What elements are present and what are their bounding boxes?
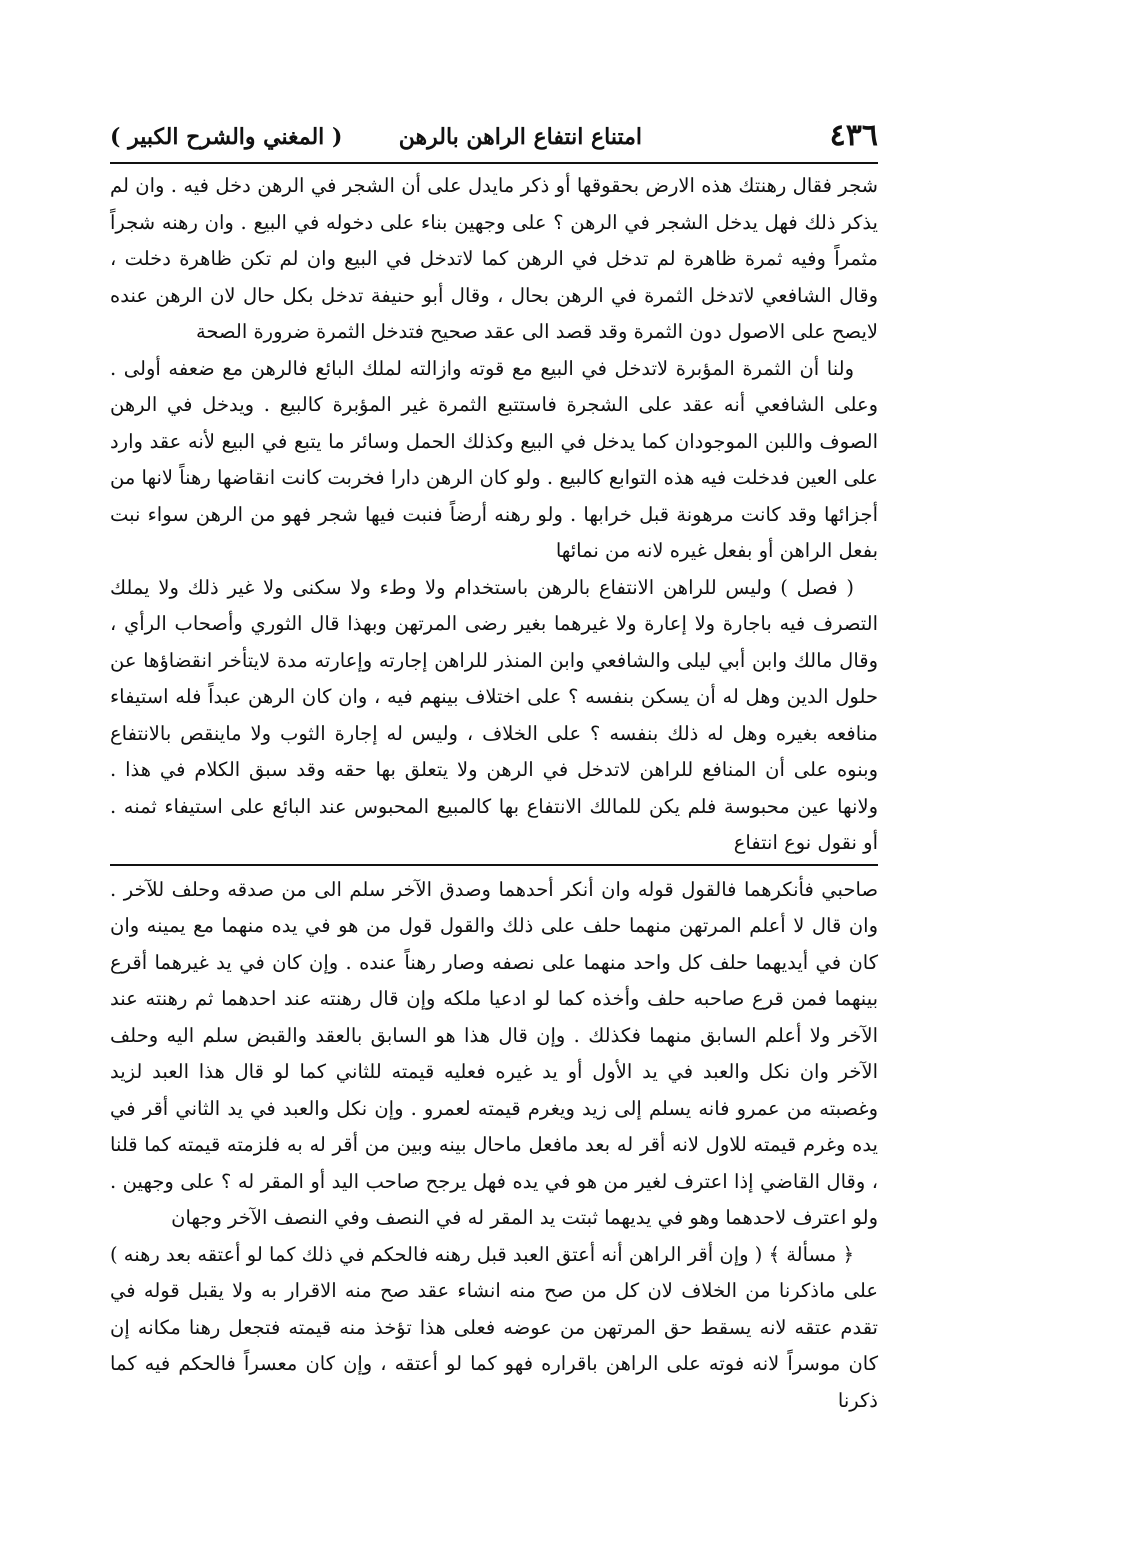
paragraph: شجر فقال رهنتك هذه الارض بحقوقها أو ذكر مايدل على أن الشجر في الرهن دخل فيه . وان لم يذكر ذلك فهل يدخل الشجر في الرهن ؟ على وجهين بناء على دخوله في البيع . وان رهنه شجراً مثمراً وفيه ثمرة ظاهرة لم تدخل في الرهن كما لاتدخل في البيع وان لم تكن ظاهرة دخلت ، وقال الشافعي لاتدخل الثمرة في الرهن بحال ، وقال أبو حنيفة تدخل بكل حال لان الرهن عنده لايصح على الاصول دون الثمرة وقد قصد الى عقد صحيح فتدخل الثمرة ضرورة الصحة [110,174,878,343]
section-divider [110,864,878,866]
chapter-heading: امتناع انتفاع الراهن بالرهن [398,124,642,150]
paragraph: صاحبي فأنكرهما فالقول قوله وان أنكر أحدهما وصدق الآخر سلم الى من صدقه وحلف للآخر . وان قال لا أعلم المرتهن منهما حلف على ذلك والقول قول من هو في يده منهما مع يمينه وان كان في أيديهما حلف كل واحد منهما على نصفه وصار رهناً عنده . وإن كان في يد غيرهما أقرع بينهما فمن قرع صاحبه حلف وأخذه كما لو ادعيا ملكه وإن قال رهنته عند احدهما ثم رهنته عند الآخر ولا أعلم السابق منهما فكذلك . وإن قال هذا هو السابق بالعقد والقبض سلم اليه وحلف الآخر وان نكل والعبد في يد الأول أو يد غيره فعليه قيمته للثاني كما لو قال هذا العبد لزيد وغصبته من عمرو فانه يسلم إلى زيد ويغرم قيمته لعمرو . وإن نكل والعبد في يد الثاني أقر في يده وغرم قيمته للاول لانه أقر له بعد مافعل ماحال بينه وبين من أقر له به فلزمته قيمته كما قلنا ، وقال القاضي إذا اعترف لغير من هو في يده فهل يرجح صاحب اليد أو المقر له ؟ على وجهين . ولو اعترف لاحدهما وهو في يديهما ثبتت يد المقر له في النصف وفي النصف الآخر وجهان [110,877,878,1229]
page-number: ٤٣٦ [829,118,878,153]
sharh-text-section [110,872,878,1420]
paragraph: ولنا أن الثمرة المؤبرة لاتدخل في البيع مع قوته وازالته لملك البائع فالرهن مع ضعفه أولى . وعلى الشافعي أنه عقد على الشجرة فاستتبع الثمرة غير المؤبرة كالبيع . ويدخل في الرهن الصوف واللبن الموجودان كما يدخل في البيع وكذلك الحمل وسائر ما يتبع في البيع لأنه عقد وارد على العين فدخلت فيه هذه التوابع كالبيع . ولو كان الرهن دارا فخربت كانت انقاضها رهناً لانها من أجزائها وقد كانت مرهونة قبل خرابها . ولو رهنه أرضاً فنبت فيها شجر فهو من الرهن سواء نبت بفعل الراهن أو بفعل غيره لانه من نمائها [110,356,878,562]
masala-paragraph: ﴿ مسألة ﴾ ( وإن أقر الراهن أنه أعتق العبد قبل رهنه فالحكم في ذلك كما لو أعتقه بعد رهنه ) على ماذكرنا من الخلاف لان كل من صح منه انشاء عقد صح منه الاقرار به ولا يقبل قوله في تقدم عتقه لانه يسقط حق المرتهن من عوضه فعلى هذا تؤخذ منه قيمته فتجعل رهنا مكانه إن كان موسراً لانه فوته على الراهن باقراره فهو كما لو أعتقه ، وإن كان معسراً فالحكم فيه كما ذكرنا [110,1242,878,1412]
mughni-text-section [110,168,878,862]
running-header [110,118,878,164]
book-page [110,118,878,1419]
paragraph: ( فصل ) وليس للراهن الانتفاع بالرهن باستخدام ولا وطء ولا سكنى ولا غير ذلك ولا يملك التصرف فيه باجارة ولا إعارة ولا غيرهما بغير رضى المرتهن وبهذا قال الثوري وأصحاب الرأي ، وقال مالك وابن أبي ليلى والشافعي وابن المنذر للراهن إجارته وإعارته مدة لايتأخر انقضاؤها عن حلول الدين وهل له أن يسكن بنفسه ؟ على اختلاف بينهم فيه ، وان كان الرهن عبداً فله استيفاء منافعه بغيره وهل له ذلك بنفسه ؟ على الخلاف ، وليس له إجارة الثوب ولا ماينقص بالانتفاع وبنوه على أن المنافع للراهن لاتدخل في الرهن ولا يتعلق بها حقه وقد سبق الكلام في هذا . ولانها عين محبوسة فلم يكن للمالك الانتفاع بها كالمبيع المحبوس عند البائع على استيفاء ثمنه . أو نقول نوع انتفاع [110,575,878,854]
book-title: ( المغني والشرح الكبير ) [110,124,343,150]
